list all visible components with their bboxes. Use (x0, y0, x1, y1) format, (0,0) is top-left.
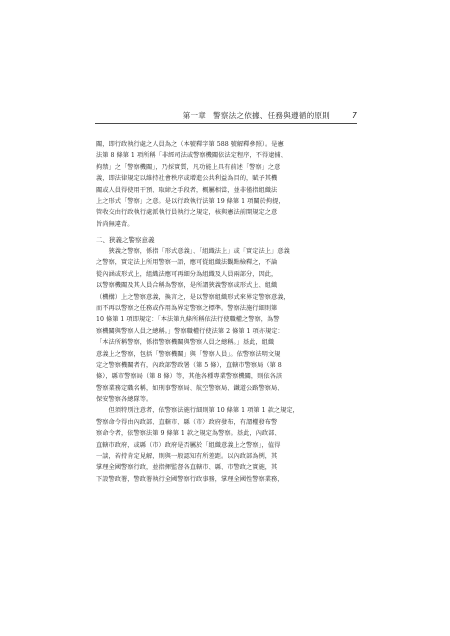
text-line: 「本法所稱警察，係指警察機關與警察人員之總稱。」基此，組織 (96, 339, 275, 347)
paragraph-2b (96, 405, 354, 485)
chapter-label: 第一章 (182, 110, 207, 120)
text-line: 關，即行政執行處之人員為之（本號釋字第 588 號解釋參照）。是憲 (96, 141, 284, 148)
text-line: 關或人員得使用干預、取締之手段者，概屬相當，並非僅指組織法 (96, 186, 278, 194)
text-line: 管收交由行政執行處派執行員執行之規定，核與憲法前開規定之意 (96, 209, 278, 217)
text-line: 察命令者，依警察法第 9 條第 1 款之規定為警察。基此，內政部、 (96, 430, 281, 438)
page-number: 7 (351, 110, 357, 120)
text-line: 從內涵或形式上，組織法應可再細分為組織及人員兩部分，因此， (96, 270, 278, 278)
paragraph-1 (96, 139, 354, 230)
text-line: 定之警察機關者有，內政部警政署（第 5 條），直轄市警察局（第 8 (96, 361, 282, 369)
text-line: 保安警察各總隊等。 (96, 396, 153, 404)
text-line: 警察業務定職名稱，如刑事警察局、航空警察局、鐵道公路警察局、 (96, 384, 284, 392)
text-line: 但須特別注意者，依警察法施行細則第 10 條第 1 項第 1 款之規定， (108, 407, 299, 415)
text-line: 警察命令得由內政部、直轄市、縣（市）政府發布，有謂權發布警 (96, 418, 278, 426)
text-line: 10 條第 1 項即規定：「本法第九條所稱依法行使職權之警察，為警 (96, 316, 280, 324)
text-line: 之警察，實定法上所用警察一語，應可從組織法觀點檢釋之，不論 (96, 259, 278, 267)
header-rule (95, 123, 357, 124)
text-line: 條），縣市警察局（第 8 條）等，其他各種專業警察機關，則依各該 (96, 373, 283, 381)
text-line: 直轄市政府，或縣（市）政府是否屬於「組織意義上之警察」，值得 (96, 441, 281, 449)
text-line: 法第 8 條第 1 項所稱「非經司法或警察機關依法定程序，不得逮捕、 (96, 152, 287, 160)
page-header (95, 108, 357, 122)
text-line: 而不再以警察之任務或作用為界定警察之標準。警察法施行細則第 (96, 304, 278, 312)
text-line: 上之形式「警察」之意。是以行政執行法第 19 條第 1 項關於拘提， (96, 197, 285, 205)
text-line: 拘禁」之「警察機關」，乃採實質，凡功能上具有前述「警察」之意 (96, 163, 281, 171)
text-line: 察機關與警察人員之總稱。」警察職權行使法第 2 條第 1 項亦規定： (96, 327, 284, 335)
text-line: 意義上之警察，包括「警察機關」與「警察人員」。依警察法明文規 (96, 350, 281, 358)
text-line: 義，即法律規定以維持社會秩序或增進公共利益為目的，賦予其機 (96, 175, 278, 183)
body-text (96, 139, 354, 485)
text-line: 下設警政署，警政署執行全國警察行政事務，掌理全國性警察業務， (96, 475, 284, 483)
chapter-title: 警察法之依據、任務與遵循的原則 (213, 110, 330, 120)
section-heading: 二、狹義之警察意義 (96, 235, 155, 244)
text-line: 掌理全國警察行政，並指揮監督各直轄市、縣、市警政之實施，其 (96, 464, 278, 472)
text-line: 一談，若持肯定見解，則與一般認知有所差距。以內政部為例，其 (96, 453, 278, 461)
text-line: 以警察機關及其人員合稱為警察，是所謂狹義警察或形式上、組織 (96, 282, 278, 290)
text-line: 狹義之警察，係指「形式意義」、「組織法上」或「實定法上」意義 (108, 248, 290, 256)
paragraph-2a (96, 246, 354, 405)
text-line: （機構）上之警察意義，換言之，是以警察組織形式來界定警察意義， (96, 293, 290, 301)
text-line: 旨尚無違背。 (96, 220, 134, 228)
